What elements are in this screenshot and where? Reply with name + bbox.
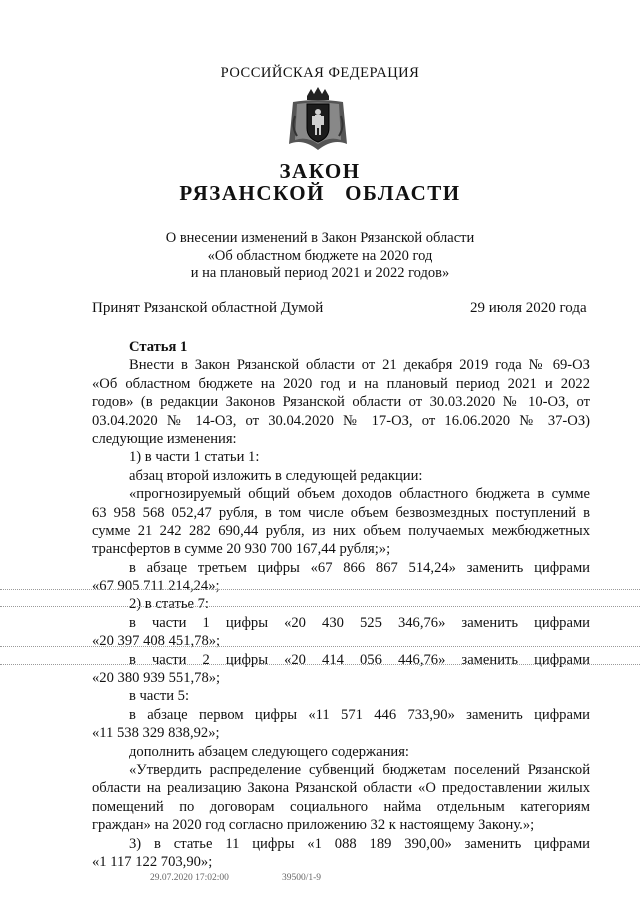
law-title-line2: РЯЗАНСКОЙ ОБЛАСТИ [179, 181, 461, 205]
body-line: трансфертов в сумме 20 930 700 167,44 рубля;»; [92, 541, 391, 558]
body-line: 03.04.2020 № 14-ОЗ, от 30.04.2020 № 17-ОЗ, от 16.06.2020 № 37-ОЗ) [92, 412, 590, 429]
law-subject [0, 230, 640, 283]
country-header: РОССИЙСКАЯ ФЕДЕРАЦИЯ [220, 65, 420, 81]
body-line: в абзаце третьем цифры «67 866 867 514,24» заменить цифрами [129, 559, 590, 576]
law-title [0, 160, 640, 204]
law-title-line1: ЗАКОН [279, 159, 361, 183]
body-line: 2) в статье 7: [129, 596, 209, 613]
body-line: «1 117 122 703,90»; [92, 853, 213, 870]
footer-code: 39500/1-9 [282, 873, 322, 883]
body-line: в части 2 цифры «20 414 056 446,76» заменить цифрами [129, 651, 590, 668]
scan-artifact-line [0, 606, 640, 607]
body-line: Внести в Закон Рязанской области от 21 декабря 2019 года № 69-ОЗ [129, 357, 590, 374]
body-line: в абзаце первом цифры «11 571 446 733,90» заменить цифрами [129, 706, 590, 723]
body-line: в части 1 цифры «20 430 525 346,76» заменить цифрами [129, 614, 590, 631]
body-line: 3) в статье 11 цифры «1 088 189 390,00» заменить цифрами [129, 835, 590, 852]
subject-line: «Об областном бюджете на 2020 год [207, 247, 433, 264]
body-line: помещений по договорам социального найма отдельным категориям [92, 798, 590, 815]
body-line: «11 538 329 838,92»; [92, 725, 220, 742]
body-line: «67 905 711 214,24»; [92, 578, 220, 595]
body-line: «Об областном бюджете на 2020 год и на плановый период 2021 и 2022 [92, 375, 590, 392]
scan-artifact-line [0, 646, 640, 647]
body-line: «прогнозируемый общий объем доходов областного бюджета в сумме [129, 486, 590, 503]
article-body [92, 338, 590, 871]
body-line: «20 380 939 551,78»; [92, 670, 221, 687]
body-line: дополнить абзацем следующего содержания: [129, 743, 409, 760]
body-line: «Утвердить распределение субвенций бюджетам поселений Рязанской [129, 761, 590, 778]
subject-line: и на плановый период 2021 и 2022 годов» [190, 265, 450, 281]
body-line: сумме 21 242 282 690,44 рубля, из них объем получаемых межбюджетных [92, 522, 590, 539]
ryazan-coat-of-arms-icon [283, 86, 353, 156]
body-line: абзац второй изложить в следующей редакции: [129, 467, 423, 484]
body-line: «20 397 408 451,78»; [92, 633, 221, 650]
footer-timestamp: 29.07.2020 17:02:00 [150, 873, 229, 883]
body-line: граждан» на 2020 год согласно приложению 32 к настоящему Закону.»; [92, 817, 535, 834]
body-line: в части 5: [129, 688, 190, 705]
scan-artifact-line [0, 664, 640, 665]
body-line: области на реализацию Закона Рязанской области «О предоставлении жилых [92, 780, 590, 797]
subject-line: О внесении изменений в Закон Рязанской области [165, 230, 475, 246]
body-line: 63 958 568 052,47 рубля, в том числе объем безвозмездных поступлений в [92, 504, 590, 521]
body-line: 1) в части 1 статьи 1: [129, 449, 260, 466]
adopted-date: 29 июля 2020 года [470, 300, 587, 316]
body-line: следующие изменения: [92, 430, 237, 447]
scan-artifact-line [0, 589, 640, 590]
article-heading: Статья 1 [129, 339, 188, 355]
body-line: годов» (в редакции Законов Рязанской области от 30.03.2020 № 10-ОЗ, от [92, 394, 590, 411]
adopted-by: Принят Рязанской областной Думой [92, 300, 324, 316]
